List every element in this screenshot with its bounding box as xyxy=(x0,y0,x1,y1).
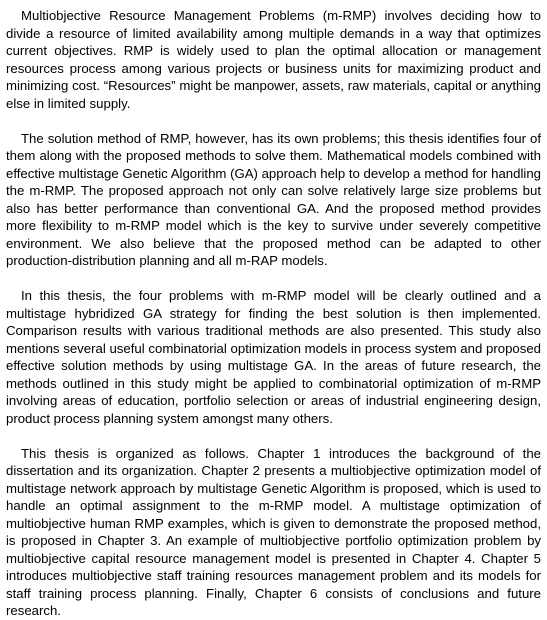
paragraph-intro: Multiobjective Resource Management Problems (m-RMP) involves deciding how to divide a resource of limited availability among multiple demands in a way that optimizes current objectives. RMP is widely used to plan the optimal allocation or management resources process among various projects or business units for maximizing product and minimizing cost. “Resources” might be manpower, assets, raw materials, capital or anything else in limited supply. xyxy=(6,8,541,111)
paragraph-thesis-scope: In this thesis, the four problems with m-RMP model will be clearly outlined and a multistage hybridized GA strategy for finding the best solution is then implemented. Comparison results with various traditional methods are also presented. This study also mentions several useful combinatorial optimization models in process system and proposed effective solution methods by using multistage GA. In the areas of future research, the methods outlined in this study might be applied to combinatorial optimization of m-RMP involving areas of education, portfolio selection or areas of industrial engineering design, product process planning system amongst many others. xyxy=(6,288,541,426)
paragraph-organization: This thesis is organized as follows. Chapter 1 introduces the background of the dissertation and its organization. Chapter 2 presents a multiobjective optimization model of multistage network approach by multistage Genetic Algorithm is proposed, which is used to handle an optimal assignment to the m-RMP model. A multistage optimization of multiobjective human RMP examples, which is given to demonstrate the proposed method, is proposed in Chapter 3. An example of multiobjective portfolio optimization problem by multiobjective capital resource management model is presented in Chapter 4. Chapter 5 introduces multiobjective staff training resources management problem and its models for staff training process planning. Finally, Chapter 6 consists of conclusions and future research. xyxy=(6,445,541,618)
paragraph-solution-method: The solution method of RMP, however, has its own problems; this thesis identifies four of them along with the proposed methods to solve them. Mathematical models combined with effective multistage Genetic Algorithm (GA) approach help to develop a method for handling the m-RMP. The proposed approach not only can solve relatively large size problems but also has better performance than conventional GA. And the proposed method provides more flexibility to m-RMP model which is the key to survive under severely competitive environment. We also believe that the proposed method can be adapted to other production-distribution planning and all m-RAP models. xyxy=(6,130,541,268)
